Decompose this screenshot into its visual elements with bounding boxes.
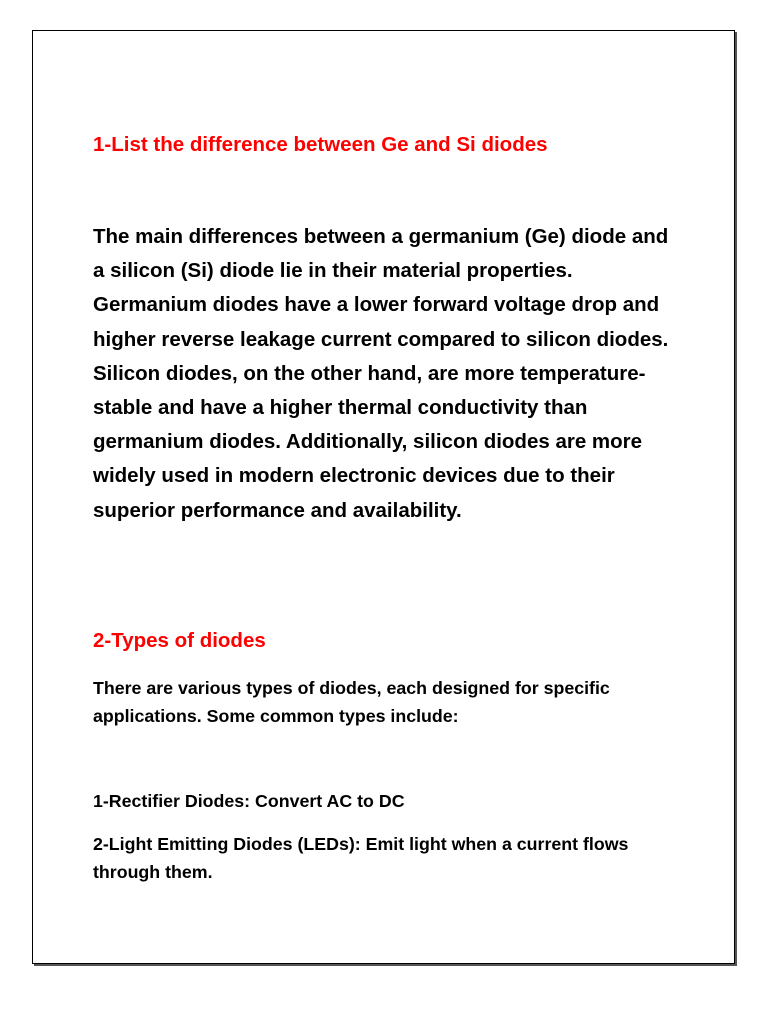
section-1-heading: 1-List the difference between Ge and Si diodes — [93, 133, 548, 156]
section-2-intro: There are various types of diodes, each designed for specific applications. Some common types include: — [93, 678, 610, 726]
diode-type-item: 1-Rectifier Diodes: Convert AC to DC — [93, 791, 405, 811]
section-1-body: The main differences between a germanium (Ge) diode and a silicon (Si) diode lie in their material properties. Germanium diodes have a lower forward voltage drop and higher reverse leakage current compared to silicon diodes. Silicon diodes, on the other hand, are more temperature-stable and have a higher thermal conductivity than germanium diodes. Additionally, silicon diodes are more widely used in modern electronic devices due to their superior performance and availability. — [93, 225, 669, 522]
section-2-heading: 2-Types of diodes — [93, 629, 266, 652]
diode-type-item: 2-Light Emitting Diodes (LEDs): Emit light when a current flows through them. — [93, 834, 629, 882]
